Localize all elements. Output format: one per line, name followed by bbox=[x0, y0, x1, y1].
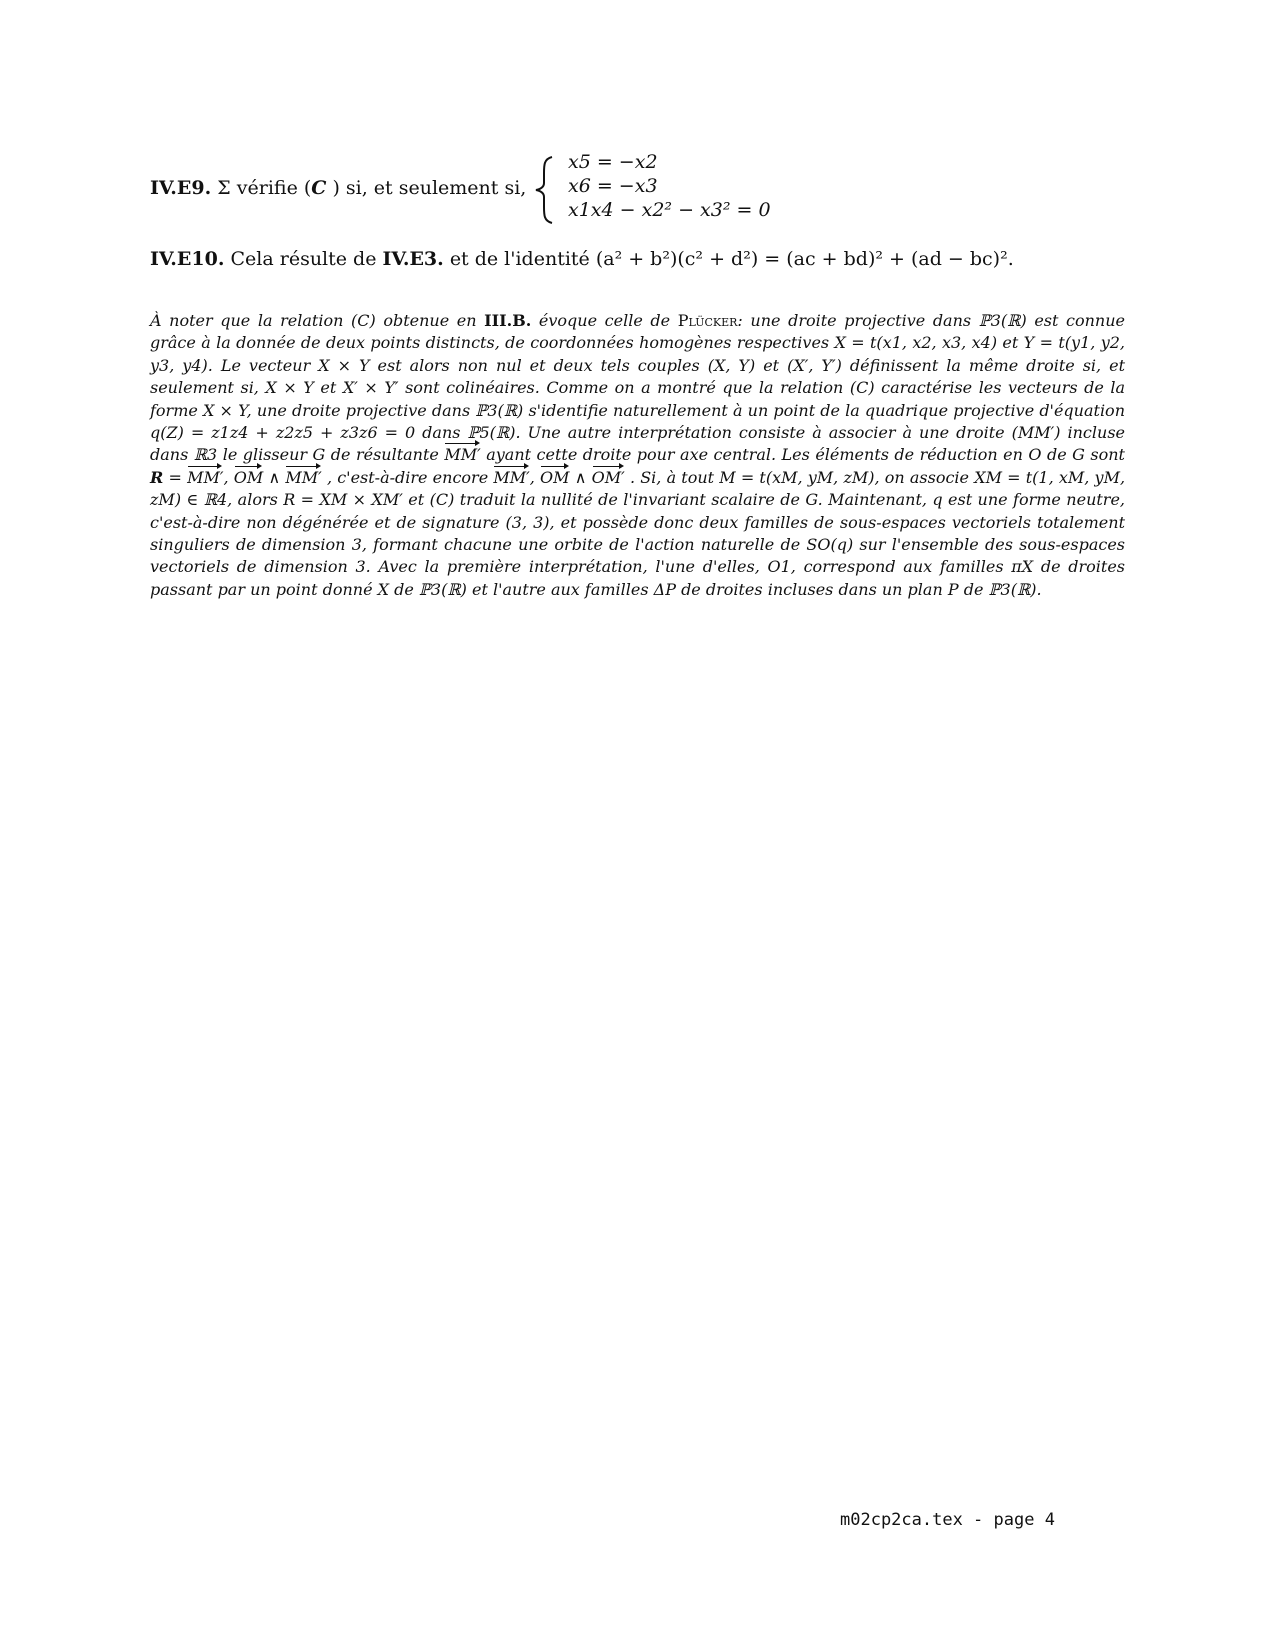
reduction-elements-1: MM′, OM ∧ MM′ bbox=[187, 468, 322, 487]
item-e10: IV.E10. Cela résulte de IV.E3. et de l'identité (a² + b²)(c² + d²) = (ac + bd)² + (ad − bc)². bbox=[150, 248, 1014, 270]
e10-ref: IV.E3. bbox=[382, 248, 444, 270]
e10-label: IV.E10. bbox=[150, 248, 225, 270]
equation-3: x1x4 − x2² − x3² = 0 bbox=[568, 199, 771, 221]
vector-mm: MM′ bbox=[444, 444, 480, 466]
page-footer: m02cp2ca.tex - page 4 bbox=[840, 1510, 1055, 1530]
left-brace bbox=[530, 155, 560, 225]
equation-1: x5 = −x2 bbox=[568, 151, 658, 173]
item-e9 bbox=[150, 150, 1150, 230]
equation-2: x6 = −x3 bbox=[568, 175, 658, 197]
e9-statement: IV.E9. Σ vérifie (C ) si, et seulement si, bbox=[150, 177, 527, 199]
remark-ref: III.B. bbox=[484, 311, 532, 330]
author-name: Plücker bbox=[677, 311, 738, 330]
reduction-elements-2: MM′, OM ∧ OM′ bbox=[493, 468, 624, 487]
remark-paragraph: À noter que la relation (C) obtenue en III.B. évoque celle de Plücker: une droite projective dans ℙ3(ℝ) est connue grâce à la donnée de deux points distincts, de coordonnées homogènes respectives X = t(x1, x2, x3, x4) et Y = t(y1, y2, y3, y4). Le vecteur X × Y est alors non nul et deux tels couples (X, Y) et (X′, Y′) définissent la même droite si, et seulement si, X × Y et X′ × Y′ sont colinéaires. Comme on a montré que la relation (C) caractérise les vecteurs de la forme X × Y, une droite projective dans ℙ3(ℝ) s'identifie naturellement à un point de la quadrique projective d'équation q(Z) = z1z4 + z2z5 + z3z6 = 0 dans ℙ5(ℝ). Une autre interprétation consiste à associer à une droite (MM′) incluse dans ℝ3 le glisseur G de résultante MM′ ayant cette droite pour axe central. Les éléments de réduction en O de G sont R = MM′, OM ∧ MM′ , c'est-à-dire encore MM′, OM ∧ OM′ . Si, à tout M = t(xM, yM, zM), on associe XM = t(1, xM, yM, zM) ∈ ℝ4, alors R = XM × XM′ et (C) traduit la nullité de l'invariant scalaire de G. Maintenant, q est une forme neutre, c'est-à-dire non dégénérée et de signature (3, 3), et possède donc deux familles de sous-espaces vectoriels totalement singuliers de dimension 3, formant chacune une orbite de l'action naturelle de SO(q) sur l'ensemble des sous-espaces vectoriels de dimension 3. Avec la première interprétation, l'une d'elles, O1, correspond aux familles πX de droites passant par un point donné X de ℙ3(ℝ) et l'autre aux familles ΔP de droites incluses dans un plan P de ℙ3(ℝ). bbox=[150, 311, 1126, 599]
system-of-equations bbox=[568, 150, 771, 222]
torsor-symbol: R bbox=[150, 467, 164, 487]
e9-label: IV.E9. bbox=[150, 177, 212, 199]
